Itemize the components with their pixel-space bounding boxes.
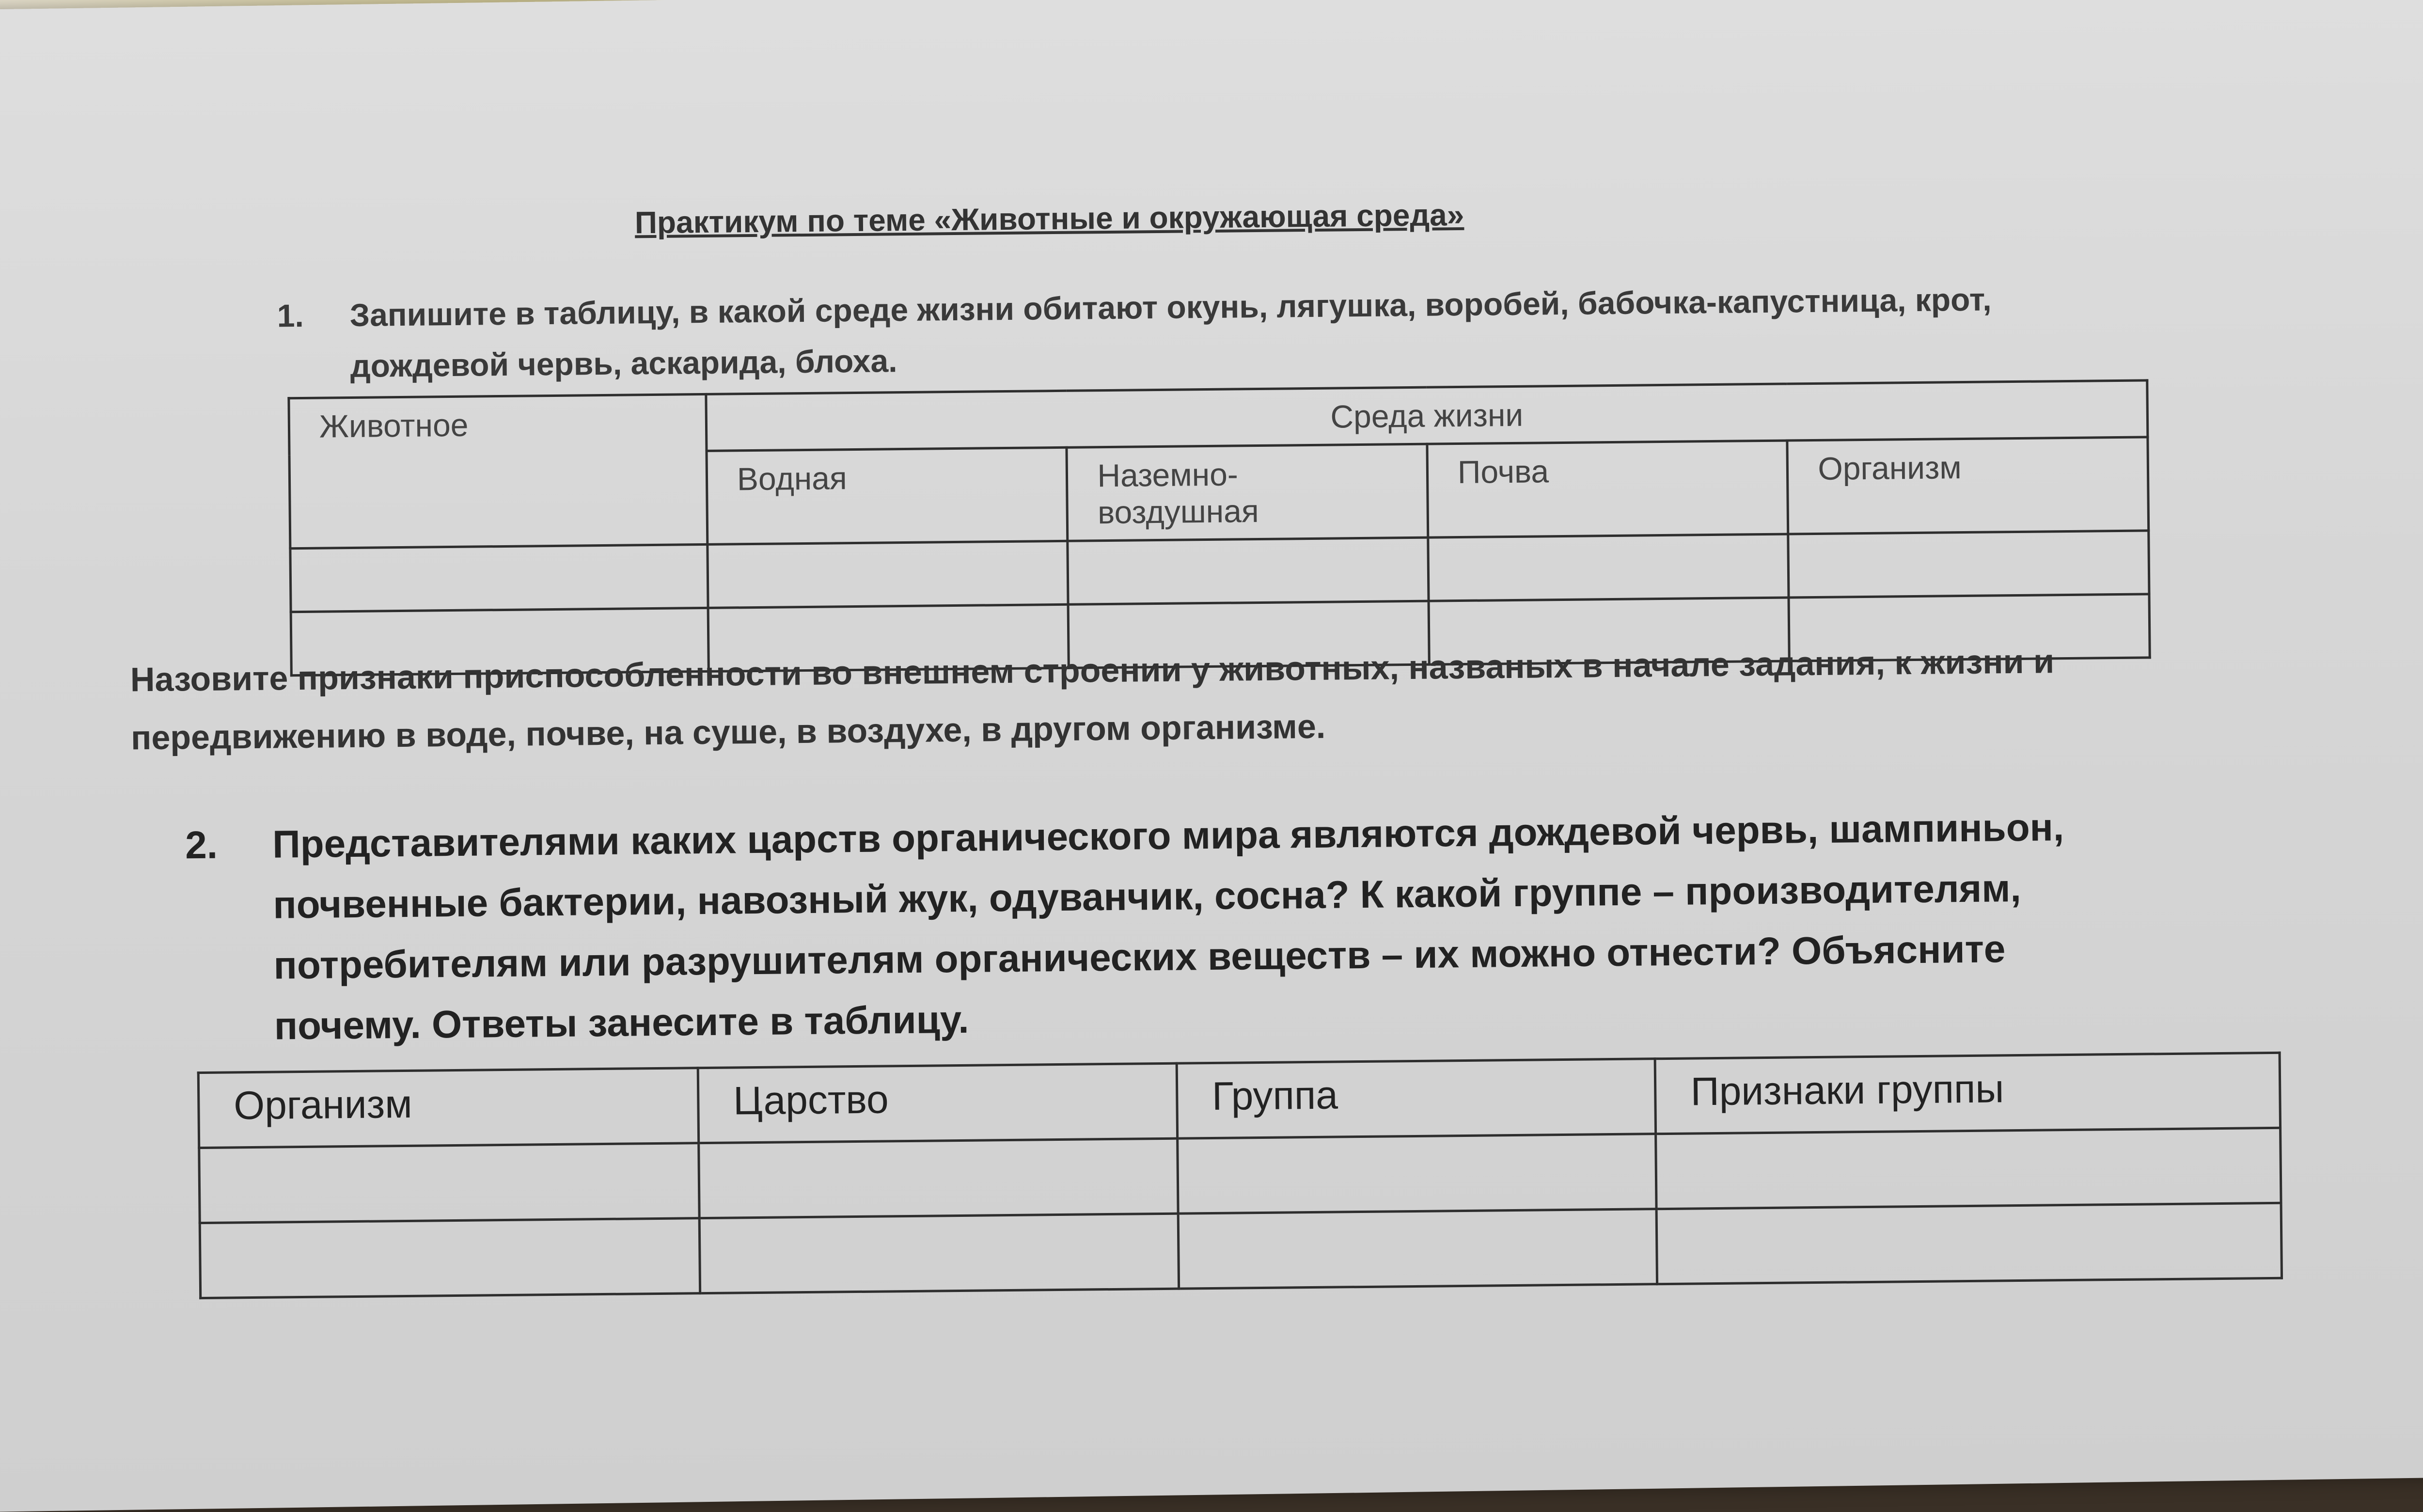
table-cell <box>1068 537 1429 604</box>
table-cell <box>1178 1209 1657 1289</box>
header-group-features: Признаки группы <box>1655 1053 2281 1134</box>
header-animal: Животное <box>289 394 708 548</box>
task-2-text: Представителями каких царств органического мира являются дождевой червь, шампиньон, почвенные бактерии, навозный жук, одуванчик, сосна? К какой группе – производителям, потребителям или разрушителям органических веществ – их можно отнести? Объясните почему. Ответы занесите в таблицу. <box>272 805 2064 1048</box>
table-cell <box>1428 534 1789 601</box>
table-cell <box>199 1143 699 1223</box>
table-cell <box>699 1213 1179 1293</box>
header-group: Группа <box>1177 1059 1656 1138</box>
task-1-note: Назовите признаки приспособленности во внешнем строении у животных, названых в начале задания, к жизни и передвижению в воде, почве, на суше, в воздухе, в другом организме. <box>130 642 2055 757</box>
header-water: Водная <box>707 447 1068 544</box>
header-organism: Организм <box>1787 437 2148 534</box>
table-cell <box>1177 1134 1656 1213</box>
table-cell <box>1656 1128 2281 1209</box>
habitat-table <box>287 379 2151 677</box>
table-cell <box>290 544 708 612</box>
table-cell <box>1788 531 2149 598</box>
table-cell <box>698 1138 1178 1218</box>
kingdom-table <box>197 1052 2283 1299</box>
table-cell <box>200 1218 700 1298</box>
task-2 <box>185 796 2126 1057</box>
task-2-number: 2. <box>185 823 218 867</box>
header-ground-air: Наземно-воздушная <box>1067 444 1428 541</box>
table-cell <box>1657 1203 2282 1284</box>
header-kingdom: Царство <box>698 1063 1177 1143</box>
task-1-number: 1. <box>277 297 304 334</box>
document-title: Практикум по теме «Животные и окружающая среда» <box>634 197 1464 240</box>
task-1-text: Запишите в таблицу, в какой среде жизни обитают окунь, лягушка, воробей, бабочка-капустница, крот, дождевой червь, аскарида, блоха. <box>349 281 1992 384</box>
header-soil: Почва <box>1427 441 1788 537</box>
table-cell <box>708 541 1069 608</box>
header-habitat: Среда жизни <box>706 380 2148 451</box>
task-1 <box>277 274 2013 392</box>
header-organism: Организм <box>198 1068 698 1148</box>
